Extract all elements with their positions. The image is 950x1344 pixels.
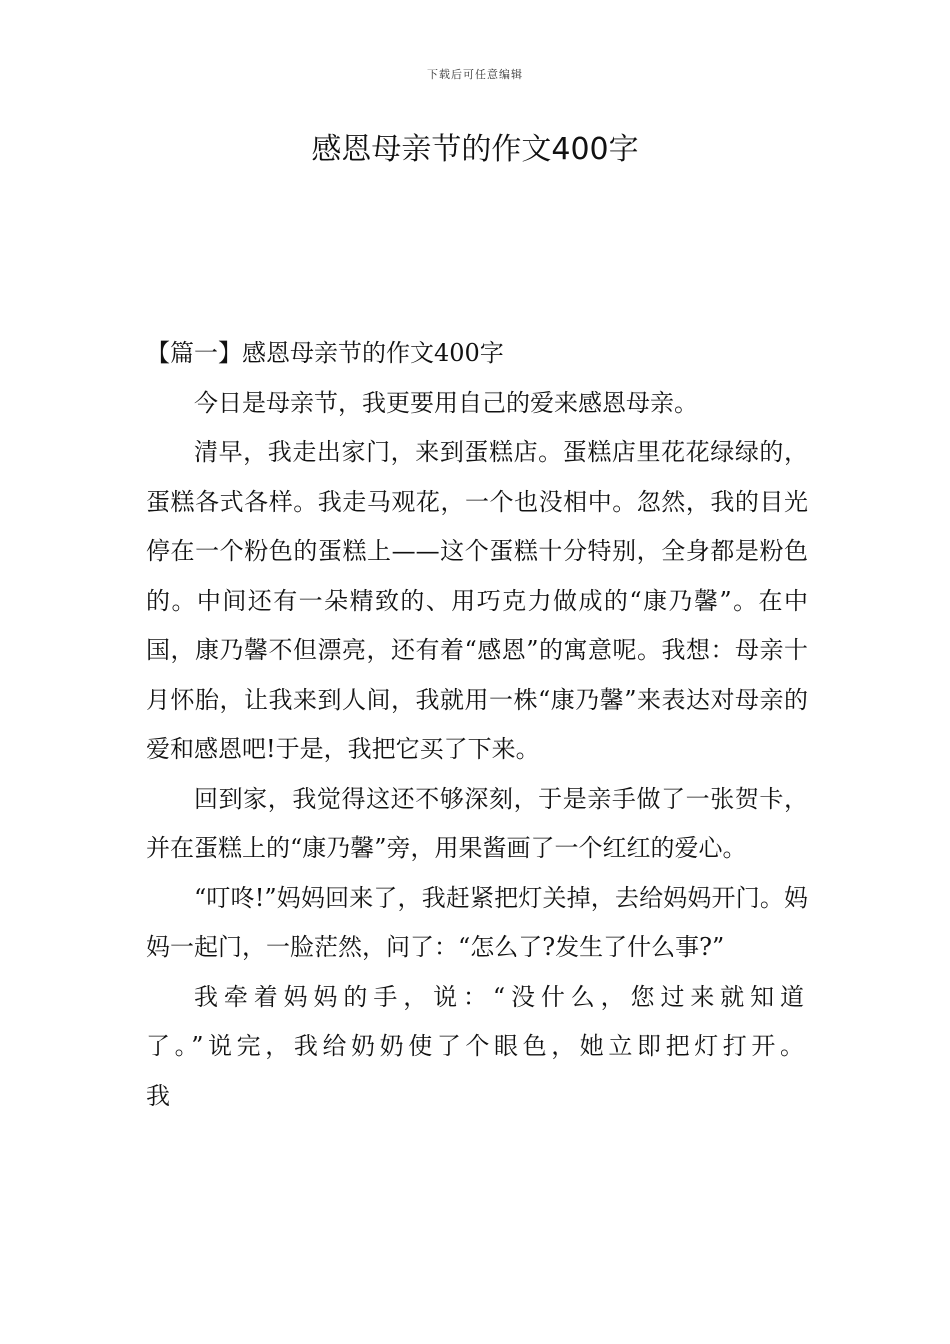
paragraph-4: “叮咚!”妈妈回来了，我赶紧把灯关掉，去给妈妈开门。妈妈一起门，一脸茫然，问了：“怎么了?发生了什么事?” bbox=[146, 883, 808, 961]
paragraph-5: 我牵着妈妈的手，说：“没什么，您过来就知道了。”说完，我给奶奶使了个眼色，她立即把灯打开。我 bbox=[146, 982, 808, 1110]
section-heading: 【篇一】感恩母亲节的作文400字 bbox=[146, 339, 504, 367]
paragraph-2: 清早，我走出家门，来到蛋糕店。蛋糕店里花花绿绿的，蛋糕各式各样。我走马观花，一个也没相中。忽然，我的目光停在一个粉色的蛋糕上——这个蛋糕十分特别，全身都是粉色的。中间还有一朵精致的、用巧克力做成的“康乃馨”。在中国，康乃馨不但漂亮，还有着“感恩”的寓意呢。我想：母亲十月怀胎，让我来到人间，我就用一株“康乃馨”来表达对母亲的爱和感恩吧!于是，我把它买了下来。 bbox=[146, 438, 808, 763]
header-note: 下载后可任意编辑 bbox=[427, 68, 523, 81]
paragraph-3: 回到家，我觉得这还不够深刻，于是亲手做了一张贺卡，并在蛋糕上的“康乃馨”旁，用果酱画了一个红红的爱心。 bbox=[146, 784, 808, 862]
document-body bbox=[146, 329, 808, 1121]
paragraph-1: 今日是母亲节，我更要用自己的爱来感恩母亲。 bbox=[194, 388, 698, 417]
document-title: 感恩母亲节的作文400字 bbox=[311, 132, 639, 167]
